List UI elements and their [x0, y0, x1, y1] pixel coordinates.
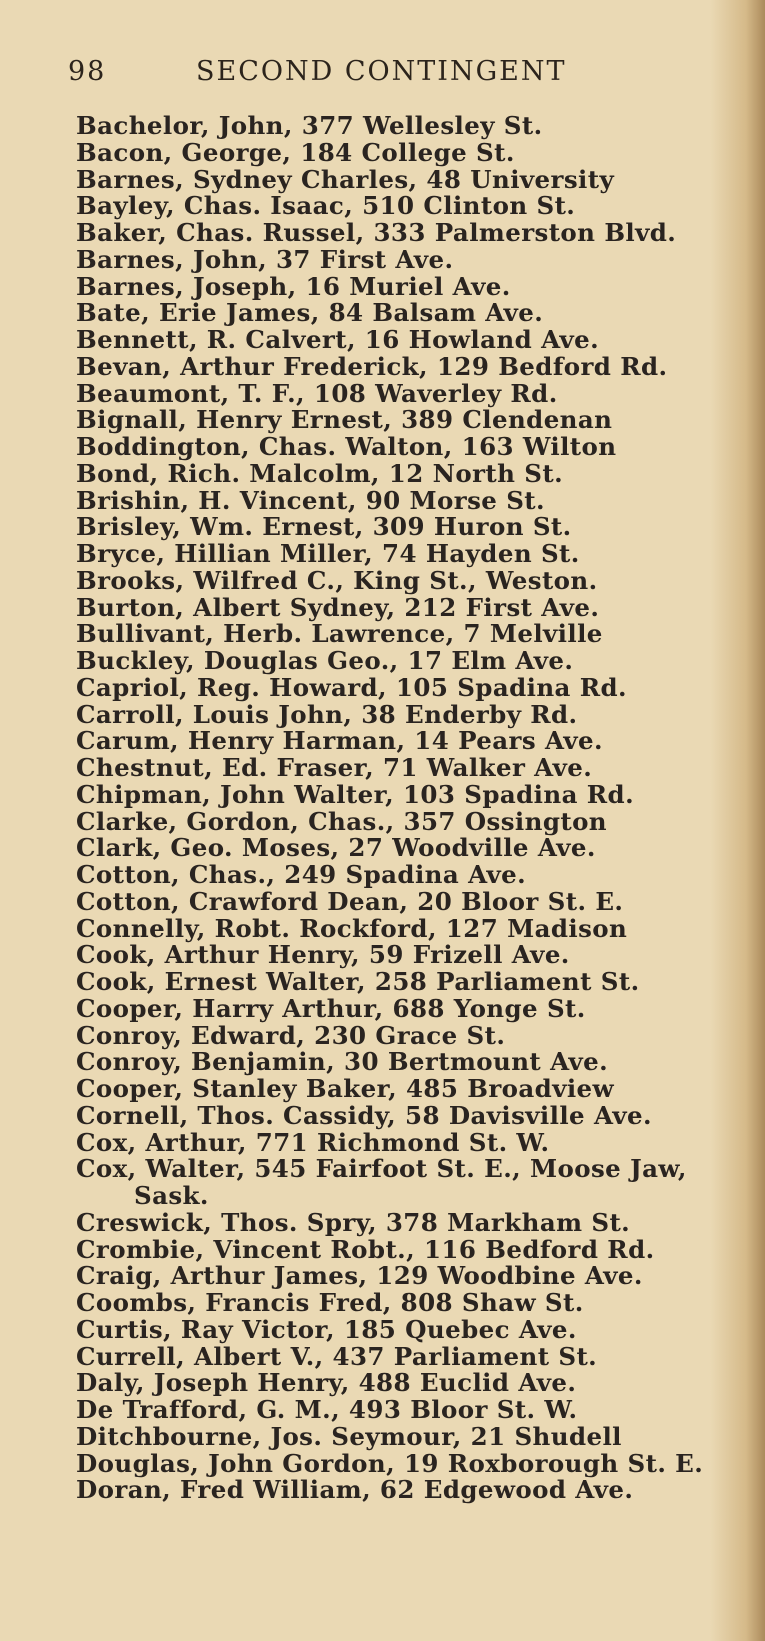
list-item: Barnes, John, 37 First Ave. [76, 244, 454, 274]
list-item: Bacon, George, 184 College St. [76, 137, 515, 167]
list-item: Bullivant, Herb. Lawrence, 7 Melville [76, 619, 603, 649]
list-item: Cook, Arthur Henry, 59 Frizell Ave. [76, 940, 570, 970]
list-item: Bachelor, John, 377 Wellesley St. [76, 111, 543, 140]
list-item: Brisley, Wm. Ernest, 309 Huron St. [76, 512, 572, 542]
list-item: Crombie, Vincent Robt., 116 Bedford Rd. [76, 1234, 655, 1264]
list-item: Cotton, Crawford Dean, 20 Bloor St. E. [76, 886, 624, 916]
list-item: Beaumont, T. F., 108 Waverley Rd. [76, 378, 558, 408]
list-item: Currell, Albert V., 437 Parliament St. [76, 1341, 598, 1371]
list-item: Bignall, Henry Ernest, 389 Clendenan [76, 405, 613, 435]
list-item: Bayley, Chas. Isaac, 510 Clinton St. [76, 191, 576, 221]
list-item: Boddington, Chas. Walton, 163 Wilton [76, 432, 617, 461]
list-item: Conroy, Edward, 230 Grace St. [76, 1020, 506, 1050]
list-item: Brishin, H. Vincent, 90 Morse St. [76, 485, 545, 515]
list-item: Burton, Albert Sydney, 212 First Ave. [76, 592, 600, 622]
list-item: Bond, Rich. Malcolm, 12 North St. [76, 458, 564, 488]
list-item: Cooper, Stanley Baker, 485 Broadview [76, 1074, 615, 1103]
list-item: Carroll, Louis John, 38 Enderby Rd. [76, 699, 578, 729]
list-item: Brooks, Wilfred C., King St., Weston. [76, 565, 598, 595]
list-item: Chipman, John Walter, 103 Spadina Rd. [76, 779, 635, 809]
list-item: Cooper, Harry Arthur, 688 Yonge St. [76, 993, 586, 1023]
list-item: Carum, Henry Harman, 14 Pears Ave. [76, 726, 603, 756]
running-head [68, 56, 728, 96]
page-title: SECOND CONTINGENT [196, 56, 567, 87]
list-item: Clark, Geo. Moses, 27 Woodville Ave. [76, 833, 596, 863]
list-item: Bevan, Arthur Frederick, 129 Bedford Rd. [76, 351, 668, 381]
list-item: Cox, Arthur, 771 Richmond St. W. [76, 1127, 550, 1157]
list-item: Cornell, Thos. Cassidy, 58 Davisville Ave. [76, 1100, 652, 1130]
list-item: Doran, Fred William, 62 Edgewood Ave. [76, 1475, 634, 1505]
list-item: Bennett, R. Calvert, 16 Howland Ave. [76, 325, 600, 354]
list-item: Barnes, Sydney Charles, 48 University [76, 164, 615, 194]
list-item: Cotton, Chas., 249 Spadina Ave. [76, 860, 527, 889]
list-item: Creswick, Thos. Spry, 378 Markham St. [76, 1207, 631, 1237]
list-item: Douglas, John Gordon, 19 Roxborough St. E. [76, 1448, 704, 1478]
list-item: Conroy, Benjamin, 30 Bertmount Ave. [76, 1047, 609, 1077]
list-item: Buckley, Douglas Geo., 17 Elm Ave. [76, 646, 574, 675]
page-number: 98 [68, 56, 107, 87]
list-item: Daly, Joseph Henry, 488 Euclid Ave. [76, 1368, 577, 1398]
list-item: Chestnut, Ed. Fraser, 71 Walker Ave. [76, 753, 593, 782]
list-item: Curtis, Ray Victor, 185 Quebec Ave. [76, 1314, 577, 1344]
list-item: Baker, Chas. Russel, 333 Palmerston Blvd. [76, 218, 677, 247]
name-list [76, 113, 726, 1504]
list-item: Cook, Ernest Walter, 258 Parliament St. [76, 967, 640, 996]
list-item: Connelly, Robt. Rockford, 127 Madison [76, 913, 628, 943]
list-item: Coombs, Francis Fred, 808 Shaw St. [76, 1288, 584, 1317]
list-item: Cox, Walter, 545 Fairfoot St. E., Moose Jaw, Sask. [76, 1154, 687, 1210]
list-item: Capriol, Reg. Howard, 105 Spadina Rd. [76, 672, 627, 702]
list-item: De Trafford, G. M., 493 Bloor St. W. [76, 1395, 578, 1424]
list-item: Craig, Arthur James, 129 Woodbine Ave. [76, 1261, 643, 1291]
list-item: Ditchbourne, Jos. Seymour, 21 Shudell [76, 1421, 622, 1451]
list-item: Barnes, Joseph, 16 Muriel Ave. [76, 271, 511, 301]
list-item: Bryce, Hillian Miller, 74 Hayden St. [76, 539, 580, 568]
list-item: Clarke, Gordon, Chas., 357 Ossington [76, 806, 608, 836]
list-item: Bate, Erie James, 84 Balsam Ave. [76, 298, 544, 328]
